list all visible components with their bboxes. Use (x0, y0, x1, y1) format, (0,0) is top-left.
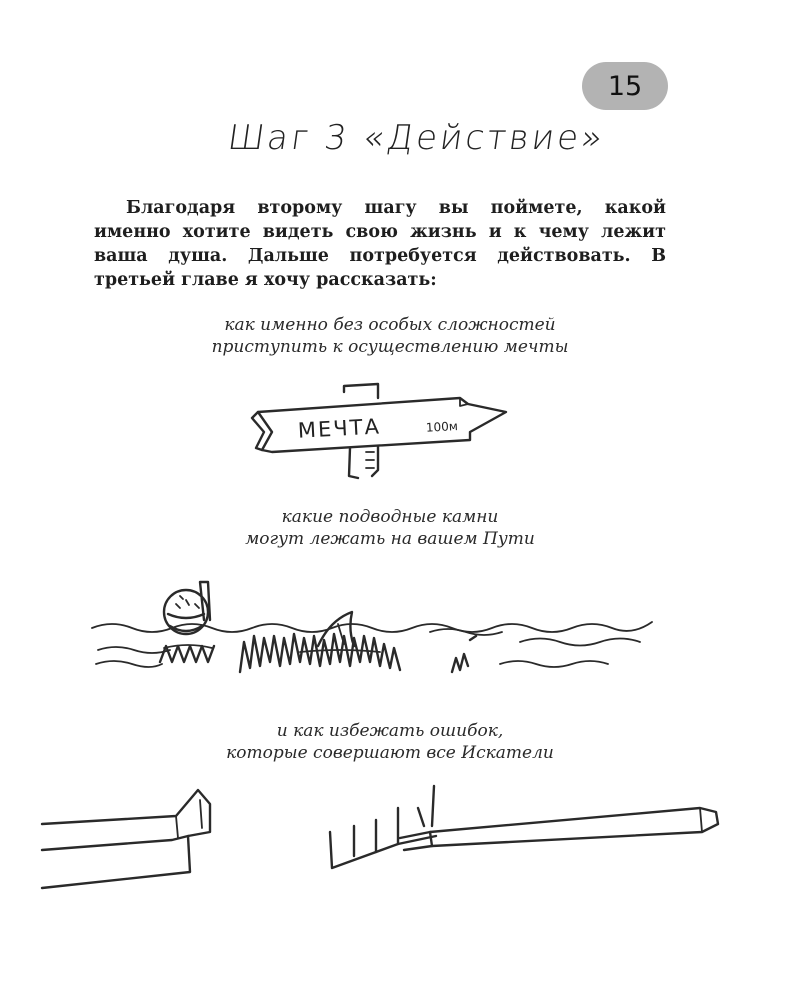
item-caption-3-line-2: которые совершают все Искатели (226, 743, 554, 763)
signpost-word: МЕЧТА (297, 414, 382, 443)
item-caption-3-line-1: и как избежать ошибок, (276, 721, 504, 741)
rake-icon (330, 786, 718, 868)
item-caption-2-line-2: могут лежать на вашем Пути (245, 529, 535, 549)
leg-icon (42, 790, 210, 888)
item-caption-1-line-1: как именно без особых сложностей (224, 315, 556, 335)
item-caption-1-line-2: приступить к осуществлению мечты (211, 337, 569, 357)
chapter-title: Шаг 3 «Действие» (225, 118, 608, 158)
intro-paragraph: Благодаря второму шагу вы поймете, какой именно хотите видеть свою жизнь и к чему лежит ваша душа. Дальше потребуется действовать. В третьей главе я хочу рассказать: (94, 198, 666, 290)
page-number: 15 (607, 70, 643, 102)
signpost-distance: 100м (425, 419, 459, 435)
item-caption-2-line-1: какие подводные камни (281, 507, 499, 527)
